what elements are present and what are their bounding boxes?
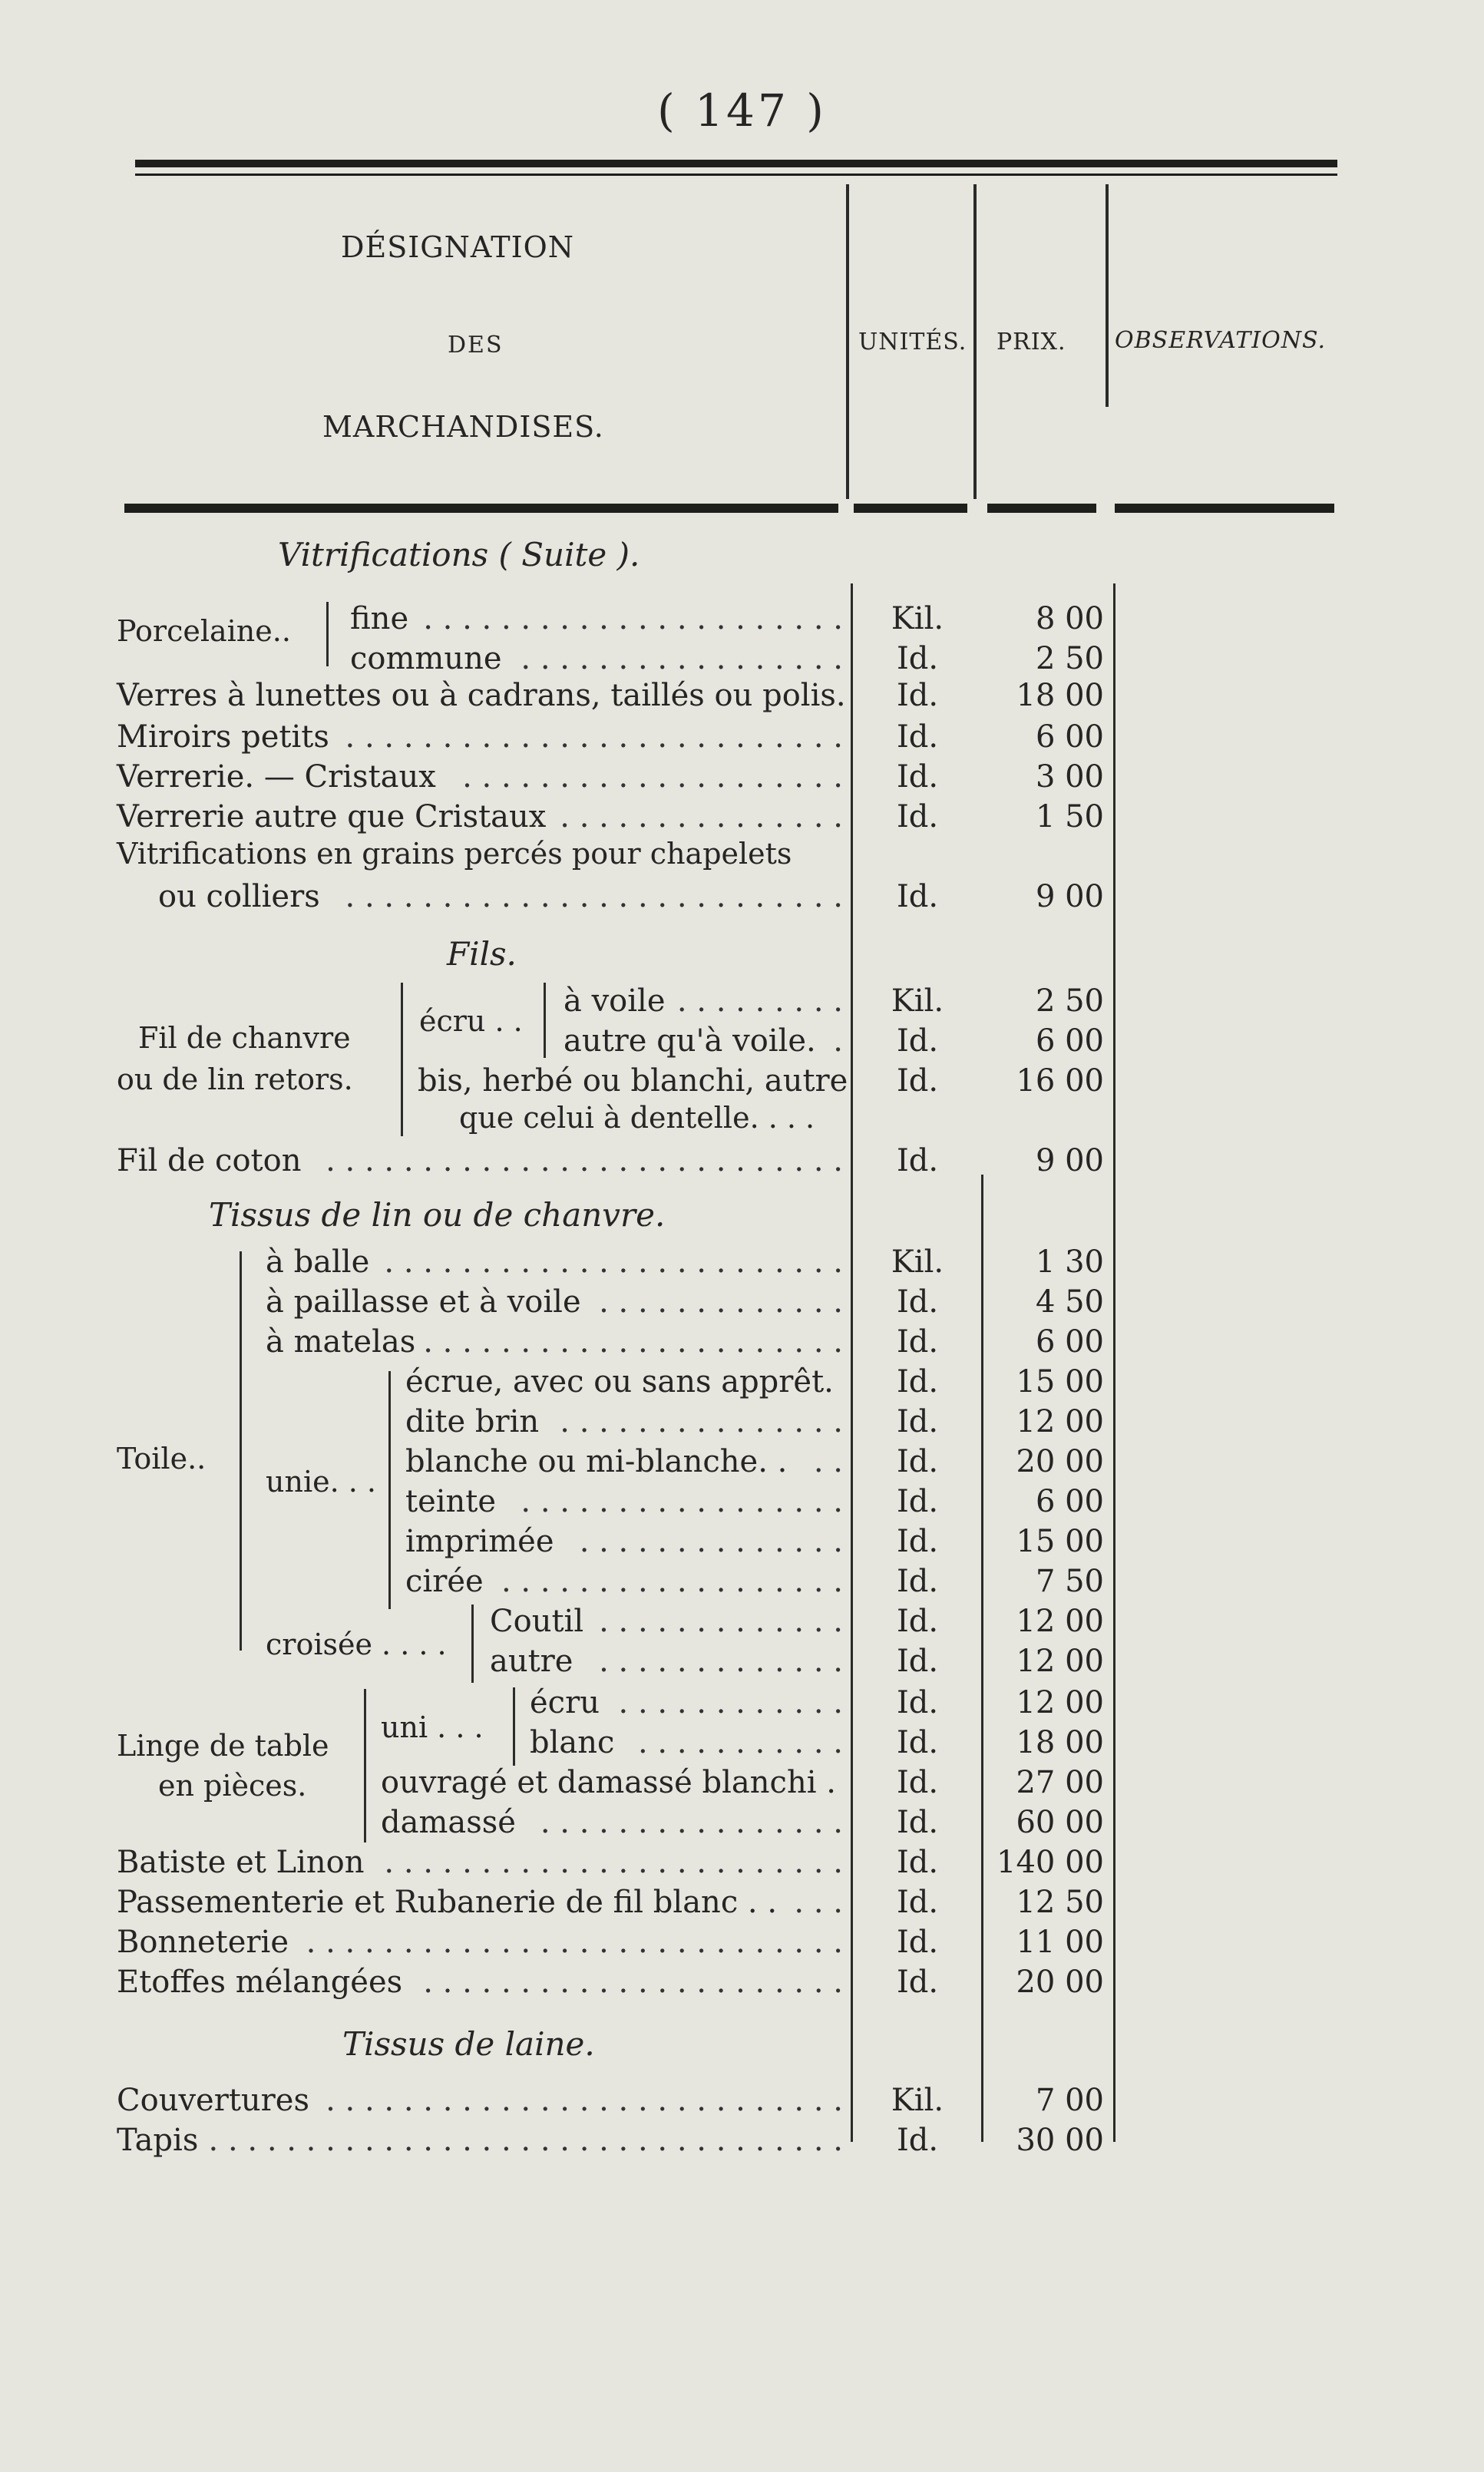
table-row (117, 1882, 843, 1922)
label-toile: Toile.. (117, 1442, 207, 1476)
unit-cell: Id. (896, 759, 939, 795)
top-rule (135, 160, 1337, 167)
item-label: à voile (564, 983, 666, 1019)
dot-leader (841, 1362, 843, 1402)
header-rule-price (987, 504, 1096, 513)
dot-leader: . . . (794, 1885, 843, 1920)
item-label: Couvertures (117, 2083, 309, 2118)
header-rule-units (854, 504, 967, 513)
header-price: PRIX. (996, 329, 1066, 355)
price-cell: 7 00 (1035, 2083, 1104, 2118)
table-row (564, 1021, 843, 1061)
table-row (266, 1322, 843, 1362)
unit-cell: Id. (896, 1725, 939, 1760)
table-row (381, 1803, 843, 1842)
price-cell: 4 50 (1035, 1284, 1104, 1320)
item-label: cirée (405, 1564, 484, 1599)
price-cell: 9 00 (1035, 879, 1104, 914)
table-row (266, 1242, 843, 1282)
dot-leader: . . . . . . . . . . . . . . . . . . . . . . . . . . . (326, 1143, 843, 1178)
price-cell: 11 00 (1016, 1925, 1104, 1960)
dot-leader: . . . . . . . . . (676, 983, 843, 1019)
dot-leader: . . . . . . . . . . . . . . . . . . (501, 1564, 843, 1599)
unit-cell: Id. (896, 1564, 939, 1599)
header-units: UNITÉS. (858, 329, 967, 355)
price-cell: 6 00 (1035, 1484, 1104, 1519)
table-row (158, 877, 843, 917)
unit-cell: Kil. (891, 983, 944, 1019)
table-row (117, 676, 846, 715)
price-cell: 2 50 (1035, 983, 1104, 1019)
item-label: Miroirs petits (117, 719, 329, 755)
unit-cell: Id. (896, 1885, 939, 1920)
price-cell: 140 00 (996, 1845, 1104, 1880)
section-tissus-laine: Tissus de laine. (342, 2025, 595, 2063)
price-cell: 12 00 (1016, 1644, 1104, 1679)
brace-ecru (544, 983, 546, 1058)
unit-cell: Id. (896, 1284, 939, 1320)
item-label: à paillasse et à voile (266, 1284, 581, 1320)
column-divider-3 (1106, 184, 1109, 407)
item-label: Bonneterie (117, 1925, 289, 1960)
dot-leader: . . . . . . . . . . . . . . . (560, 1404, 843, 1439)
table-row (117, 1962, 843, 2002)
unit-cell: Id. (896, 1063, 939, 1099)
header-designation-3: MARCHANDISES. (322, 410, 604, 444)
unit-cell: Id. (896, 1685, 939, 1720)
top-rule-thin (135, 174, 1337, 176)
price-cell: 15 00 (1016, 1364, 1104, 1400)
price-cell: 7 50 (1035, 1564, 1104, 1599)
unit-cell: Id. (896, 1644, 939, 1679)
unit-cell: Id. (896, 1765, 939, 1800)
dot-leader: . . . . . . . . . . . . . (599, 1284, 843, 1320)
table-row (266, 1282, 843, 1322)
table-row (564, 981, 843, 1021)
dot-leader: . . . . . . . . . . . . . . . . . . . . . . . . . . . . . . . . . (208, 2123, 843, 2158)
dot-leader: . . . . . . . . . . . . . (599, 1644, 843, 1679)
price-cell: 18 00 (1016, 678, 1104, 713)
unit-cell: Kil. (891, 1244, 944, 1280)
table-row (530, 1683, 843, 1723)
brace-croisee (471, 1604, 474, 1683)
table-row (117, 717, 843, 757)
dot-leader: . . . . . . . . . . . . . . . . . . . . . . . . (384, 1845, 843, 1880)
unit-cell: Id. (896, 1524, 939, 1559)
item-label: à matelas (266, 1324, 416, 1360)
item-label: dite brin (405, 1404, 540, 1439)
section-vitrifications: Vitrifications ( Suite ). (278, 536, 640, 573)
header-rule-designation (124, 504, 838, 513)
unit-cell: Kil. (891, 601, 944, 636)
table-row (117, 757, 843, 797)
unit-cell: Kil. (891, 2083, 944, 2118)
unit-cell: Id. (896, 678, 939, 713)
dot-leader: . . . . . . . . . . . . . . . . . (521, 1484, 843, 1519)
item-label: Fil de coton (117, 1143, 302, 1178)
table-row (530, 1723, 843, 1763)
price-cell: 12 00 (1016, 1604, 1104, 1639)
dot-leader: . . . . . . . . . . . . . . . . . . . . . . (423, 1324, 843, 1360)
unit-cell: Id. (896, 879, 939, 914)
column-divider-1 (846, 184, 849, 499)
item-label: imprimée (405, 1524, 554, 1559)
table-row (350, 639, 843, 679)
table-row (405, 1562, 843, 1601)
label-uni: uni . . . (381, 1710, 484, 1744)
item-label: ouvragé et damassé blanchi . (381, 1765, 836, 1800)
price-cell: 8 00 (1035, 601, 1104, 636)
brace-unie (388, 1371, 391, 1609)
header-designation-1: DÉSIGNATION (341, 230, 574, 264)
dot-leader: . . . . . . . . . . . . . . . . . . . . (462, 759, 843, 795)
unit-cell: Id. (896, 1965, 939, 2000)
unit-cell: Id. (896, 719, 939, 755)
price-cell: 1 30 (1035, 1244, 1104, 1280)
item-label: autre qu'à voile. (564, 1023, 816, 1059)
unit-cell: Id. (896, 1845, 939, 1880)
table-row (350, 599, 843, 639)
item-label: commune (350, 641, 502, 676)
price-cell: 2 50 (1035, 641, 1104, 676)
brace-uni (513, 1687, 515, 1766)
dot-leader: . . . . . . . . . . . . . . . . . . . . . . (423, 1965, 843, 2000)
dot-leader: . . (813, 1444, 843, 1479)
label-linge-2: en pièces. (158, 1769, 307, 1803)
item-label: blanc (530, 1725, 615, 1760)
table-row (405, 1522, 843, 1562)
price-cell: 1 50 (1035, 799, 1104, 834)
item-label: blanche ou mi-blanche. . (405, 1444, 788, 1479)
column-divider-2 (973, 184, 977, 499)
price-cell: 6 00 (1035, 719, 1104, 755)
label-fil-chanvre-2: ou de lin retors. (117, 1062, 353, 1096)
unit-cell: Id. (896, 1324, 939, 1360)
label-linge-1: Linge de table (117, 1729, 329, 1763)
item-label: à balle (266, 1244, 370, 1280)
dot-leader: . . . . . . . . . . . . . . . . . . . . . . . . (384, 1244, 843, 1280)
dot-leader: . . . . . . . . . . . . (618, 1685, 843, 1720)
header-rule-observations (1115, 504, 1334, 513)
price-cell: 12 50 (1016, 1885, 1104, 1920)
item-label: Batiste et Linon (117, 1845, 365, 1880)
item-label: écru (530, 1685, 600, 1720)
item-label: Passementerie et Rubanerie de fil blanc . . (117, 1885, 778, 1920)
table-row (405, 1362, 843, 1402)
item-label: Coutil (490, 1604, 584, 1639)
section-tissus-lin: Tissus de lin ou de chanvre. (209, 1196, 666, 1234)
unit-cell: Id. (896, 1484, 939, 1519)
dot-leader: . . . . . . . . . . . . . . . . . (521, 641, 843, 676)
dot-leader: . . . . . . . . . . . . . . . . . . . . . . . . . . (345, 719, 843, 755)
item-label: écrue, avec ou sans apprêt. (405, 1364, 834, 1400)
table-row (405, 1402, 843, 1442)
item-label: Verrerie. — Cristaux (117, 759, 436, 795)
brace-toile (240, 1251, 242, 1651)
price-cell: 16 00 (1016, 1063, 1104, 1099)
unit-cell: Id. (896, 1925, 939, 1960)
price-cell: 18 00 (1016, 1725, 1104, 1760)
item-label: Verres à lunettes ou à cadrans, taillés ou polis. (117, 678, 846, 713)
unit-cell: Id. (896, 799, 939, 834)
unit-cell: Id. (896, 1805, 939, 1840)
item-label: teinte (405, 1484, 497, 1519)
unit-cell: Id. (896, 1143, 939, 1178)
table-row (490, 1601, 843, 1641)
label-fil-chanvre-1: Fil de chanvre (138, 1021, 351, 1055)
table-row (405, 1442, 843, 1482)
item-label: damassé (381, 1805, 516, 1840)
dot-leader: . . . . . . . . . . . . . . . . . . . . . . (423, 601, 843, 636)
dot-leader: . . . . . . . . . . . . . . . . (540, 1805, 843, 1840)
table-row (117, 2120, 843, 2160)
table-row (117, 2080, 843, 2120)
label-ecru: écru . . (419, 1004, 523, 1038)
unit-cell: Id. (896, 1444, 939, 1479)
price-cell: 12 00 (1016, 1685, 1104, 1720)
table-row (117, 1141, 843, 1181)
unit-cell: Id. (896, 1364, 939, 1400)
unit-cell: Id. (896, 1604, 939, 1639)
label-vitrif-grains: Vitrifications en grains percés pour chapelets (117, 837, 792, 871)
price-cell: 20 00 (1016, 1444, 1104, 1479)
item-label: bis, herbé ou blanchi, autre (418, 1063, 848, 1099)
item-label: Verrerie autre que Cristaux (117, 799, 547, 834)
label-porcelaine: Porcelaine.. (117, 614, 291, 648)
section-fils: Fils. (447, 935, 517, 973)
header-designation-2: DES (448, 332, 504, 359)
unit-cell: Id. (896, 641, 939, 676)
dot-leader: . . . . . . . . . . . . . . (579, 1524, 843, 1559)
table-row (418, 1061, 848, 1101)
dot-leader: . (833, 1023, 843, 1059)
item-label: Etoffes mélangées (117, 1965, 403, 2000)
dot-leader: . . . . . . . . . . . . . . . . . . . . . . . . . . (345, 879, 843, 914)
price-cell: 27 00 (1016, 1765, 1104, 1800)
table-row (117, 797, 843, 837)
unit-cell: Id. (896, 1404, 939, 1439)
price-cell: 12 00 (1016, 1404, 1104, 1439)
dot-leader: . . . . . . . . . . . . . . . . . . . . . . . . . . . . (306, 1925, 843, 1960)
page-number: ( 147 ) (657, 84, 827, 137)
label-unie: unie. . . (266, 1465, 376, 1499)
price-cell: 15 00 (1016, 1524, 1104, 1559)
item-label: fine (350, 601, 409, 636)
header-observations: OBSERVATIONS. (1115, 327, 1326, 354)
dot-leader: . . . . . . . . . . . (637, 1725, 843, 1760)
table-row (381, 1763, 843, 1803)
column-divider-1b (851, 583, 853, 2142)
price-cell: 6 00 (1035, 1324, 1104, 1360)
dot-leader: . . . . . . . . . . . . . . . . . . . . . . . . . . . (326, 2083, 843, 2118)
item-label: autre (490, 1644, 573, 1679)
table-row (117, 1922, 843, 1962)
price-cell: 6 00 (1035, 1023, 1104, 1059)
price-cell: 60 00 (1016, 1805, 1104, 1840)
unit-cell: Id. (896, 1023, 939, 1059)
dot-leader: . . . . . . . . . . . . . . . (560, 799, 843, 834)
brace-linge (364, 1689, 366, 1842)
label-croisee: croisée . . . . (266, 1628, 447, 1661)
brace-porcelaine (326, 602, 329, 666)
price-cell: 3 00 (1035, 759, 1104, 795)
brace-fil-chanvre (401, 983, 403, 1136)
unit-cell: Id. (896, 2123, 939, 2158)
item-label: ou colliers (158, 879, 320, 914)
column-divider-3b (1113, 583, 1115, 2142)
label-fil-bis-2: que celui à dentelle. . . . (459, 1101, 815, 1135)
price-cell: 9 00 (1035, 1143, 1104, 1178)
table-row (405, 1482, 843, 1522)
table-row (117, 1842, 843, 1882)
item-label: Tapis (117, 2123, 199, 2158)
price-cell: 30 00 (1016, 2123, 1104, 2158)
table-row (490, 1641, 843, 1681)
dot-leader: . . . . . . . . . . . . . (599, 1604, 843, 1639)
price-cell: 20 00 (1016, 1965, 1104, 2000)
